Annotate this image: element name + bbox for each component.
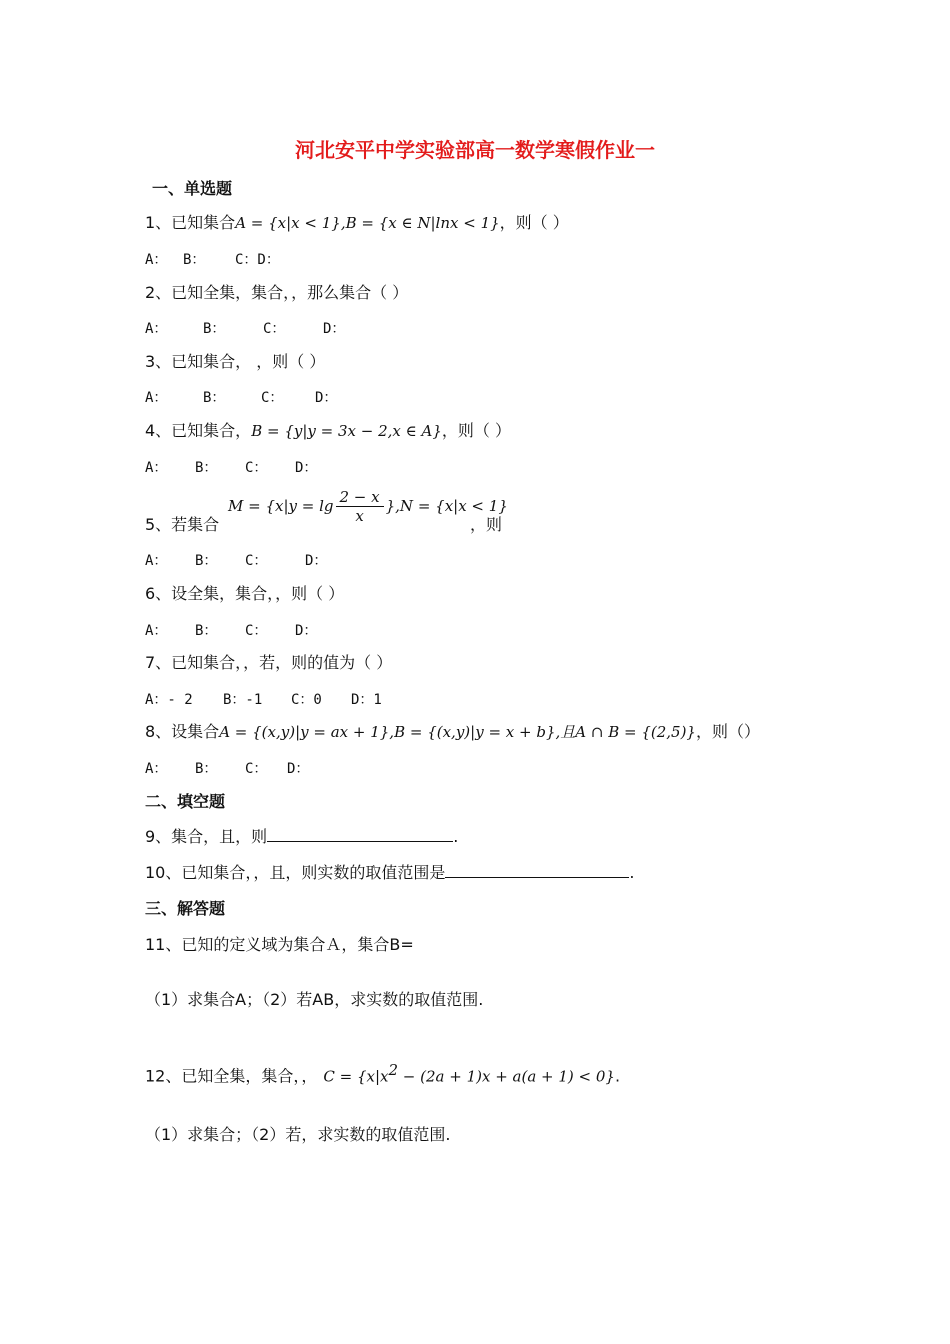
question-12-formula-right: − (2a + 1)x + a(a + 1) < 0}: [398, 1067, 615, 1086]
question-8: [145, 720, 760, 744]
question-1-suffix: ，则（ ）: [499, 213, 569, 232]
section-heading-fill-in: 二、填空题: [145, 792, 226, 811]
question-6-options: [145, 619, 317, 643]
answer-blank[interactable]: [445, 861, 629, 878]
option-b: B：: [195, 761, 218, 777]
option-a: A：: [145, 321, 168, 337]
option-c: C：: [245, 553, 268, 569]
question-1-options: [145, 248, 280, 272]
question-12-exponent: 2: [388, 1061, 399, 1079]
fraction-denominator: x: [355, 507, 364, 525]
question-3-options: [145, 386, 337, 410]
question-10: [145, 861, 634, 885]
question-5-fraction: [336, 488, 384, 525]
question-5-prefix: 5、若集合: [145, 515, 220, 534]
question-12: [145, 1058, 620, 1088]
question-11: 11、已知的定义域为集合Ａ，集合B=: [145, 935, 414, 954]
question-8-options: [145, 757, 309, 781]
option-c: C：: [245, 460, 268, 476]
question-7-options: [145, 688, 382, 712]
option-d: D：: [305, 553, 328, 569]
question-11-subparts: （1）求集合A；（2）若AB，求实数的取值范围.: [145, 990, 484, 1009]
question-8-prefix: 8、设集合: [145, 722, 220, 741]
option-d: D：: [295, 460, 318, 476]
answer-blank[interactable]: [267, 825, 453, 842]
question-10-prefix: 10、已知集合，，且，则实数的取值范围是: [145, 863, 446, 882]
option-c: C：: [263, 321, 286, 337]
option-a: A：: [145, 553, 168, 569]
option-a: A：: [145, 460, 168, 476]
section-heading-single-choice: 一、单选题: [152, 179, 233, 198]
option-a: A：: [145, 252, 168, 268]
question-4-options: [145, 456, 317, 480]
section-heading-solution: 三、解答题: [145, 899, 226, 918]
option-a: A：: [145, 390, 168, 406]
option-d: D：: [287, 761, 310, 777]
question-12-prefix: 12、已知全集，集合，，: [145, 1066, 318, 1086]
question-7: 7、已知集合，，若，则的值为（ ）: [145, 653, 393, 672]
question-2: 2、已知全集，集合，，那么集合（ ）: [145, 283, 409, 302]
question-4-formula: B = {y|y = 3x − 2,x ∈ A}: [251, 422, 442, 440]
question-4-suffix: ，则（ ）: [441, 421, 511, 440]
question-5-formula-left: M = {x|y = lg: [228, 497, 334, 515]
option-d: D：1: [351, 692, 382, 708]
question-8-suffix: ，则（）: [695, 722, 760, 741]
option-b: B：: [183, 252, 206, 268]
option-b: B：: [203, 321, 226, 337]
page-title: 河北安平中学实验部高一数学寒假作业一: [295, 138, 655, 162]
question-5-formula-right: },N = {x|x < 1}: [385, 497, 508, 515]
question-9: [145, 825, 458, 849]
question-5-formula: [228, 488, 508, 525]
question-1-prefix: 1、已知集合: [145, 213, 236, 232]
option-c: C：: [261, 390, 284, 406]
option-a: A：- 2: [145, 692, 193, 708]
option-d: D：: [295, 623, 318, 639]
option-b: B：: [195, 623, 218, 639]
question-1-formula: A = {x|x < 1},B = {x ∈ N|lnx < 1}: [235, 214, 500, 232]
option-b: B：: [195, 553, 218, 569]
option-b: B：: [195, 460, 218, 476]
question-9-prefix: 9、集合，且，则: [145, 827, 268, 846]
question-12-formula-left: C = {x|x: [323, 1067, 389, 1086]
question-1: [145, 211, 569, 235]
question-4: [145, 419, 511, 443]
question-12-subparts: （1）求集合；（2）若，求实数的取值范围.: [145, 1125, 451, 1144]
question-3: 3、已知集合， ，则（ ）: [145, 352, 326, 371]
question-8-formula: A = {(x,y)|y = ax + 1},B = {(x,y)|y = x + b},且A ∩ B = {(2,5)}: [219, 723, 696, 741]
option-a: A：: [145, 623, 168, 639]
option-d: D：: [323, 321, 346, 337]
option-c: C：0: [291, 692, 322, 708]
question-9-suffix: .: [453, 827, 459, 846]
option-cd: C：D：: [235, 252, 280, 268]
option-b: B：-1: [223, 692, 263, 708]
question-10-suffix: .: [629, 863, 635, 882]
question-4-prefix: 4、已知集合，: [145, 421, 252, 440]
question-6: 6、设全集，集合，，则（ ）: [145, 584, 345, 603]
option-a: A：: [145, 761, 168, 777]
option-c: C：: [245, 761, 268, 777]
option-b: B：: [203, 390, 226, 406]
question-5-suffix: ，则: [470, 515, 503, 534]
option-d: D：: [315, 390, 338, 406]
fraction-numerator: 2 − x: [336, 488, 384, 507]
question-5-options: [145, 549, 327, 573]
question-2-options: [145, 317, 345, 341]
question-12-suffix: .: [614, 1066, 621, 1086]
option-c: C：: [245, 623, 268, 639]
